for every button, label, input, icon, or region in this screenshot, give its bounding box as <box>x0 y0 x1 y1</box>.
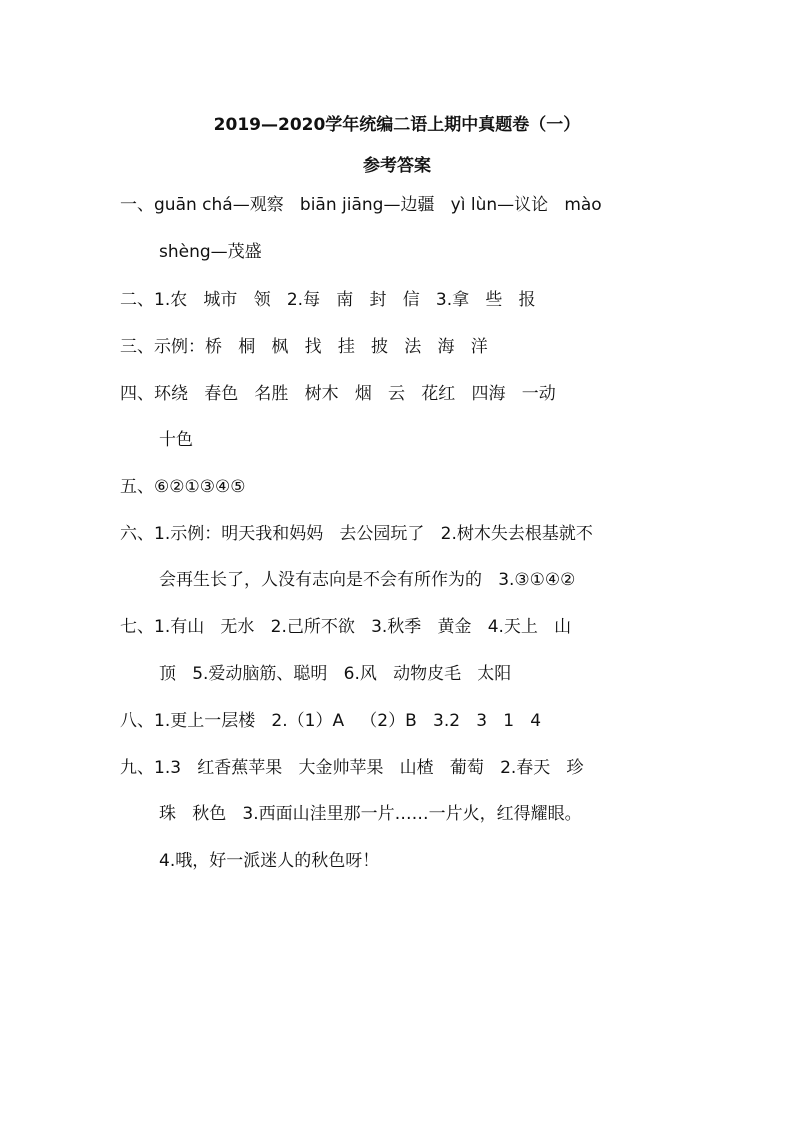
answer-line: 一、guān chá—观察 biān jiāng—边疆 yì lùn—议论 mào <box>120 195 602 215</box>
answer-line: 六、1.示例：明天我和妈妈 去公园玩了 2.树木失去根基就不 <box>120 524 593 544</box>
answer-line: 五、⑥②①③④⑤ <box>120 477 246 497</box>
answer-line: 珠 秋色 3.西面山洼里那一片……一片火，红得耀眼。 <box>159 804 582 824</box>
answer-line: 十色 <box>159 430 193 450</box>
answer-line: 七、1.有山 无水 2.己所不欲 3.秋季 黄金 4.天上 山 <box>120 617 572 637</box>
answer-line: 九、1.3 红香蕉苹果 大金帅苹果 山楂 葡萄 2.春天 珍 <box>120 758 584 778</box>
answer-line: 会再生长了，人没有志向是不会有所作为的 3.③①④② <box>159 570 576 590</box>
answer-line: 八、1.更上一层楼 2.（1）A （2）B 3.2 3 1 4 <box>120 711 542 731</box>
answer-line: 四、环绕 春色 名胜 树木 烟 云 花红 四海 一动 <box>120 384 556 404</box>
document-subtitle: 参考答案 <box>363 156 431 176</box>
document-title: 2019—2020学年统编二语上期中真题卷（一） <box>213 115 581 135</box>
answer-line: 二、1.农 城市 领 2.每 南 封 信 3.拿 些 报 <box>120 290 536 310</box>
answer-line: 三、示例：桥 桐 枫 找 挂 披 法 海 洋 <box>120 337 488 357</box>
answer-line: 4.哦，好一派迷人的秋色呀！ <box>159 851 380 871</box>
answer-line: shèng—茂盛 <box>159 242 262 262</box>
answer-line: 顶 5.爱动脑筋、聪明 6.风 动物皮毛 太阳 <box>159 664 512 684</box>
